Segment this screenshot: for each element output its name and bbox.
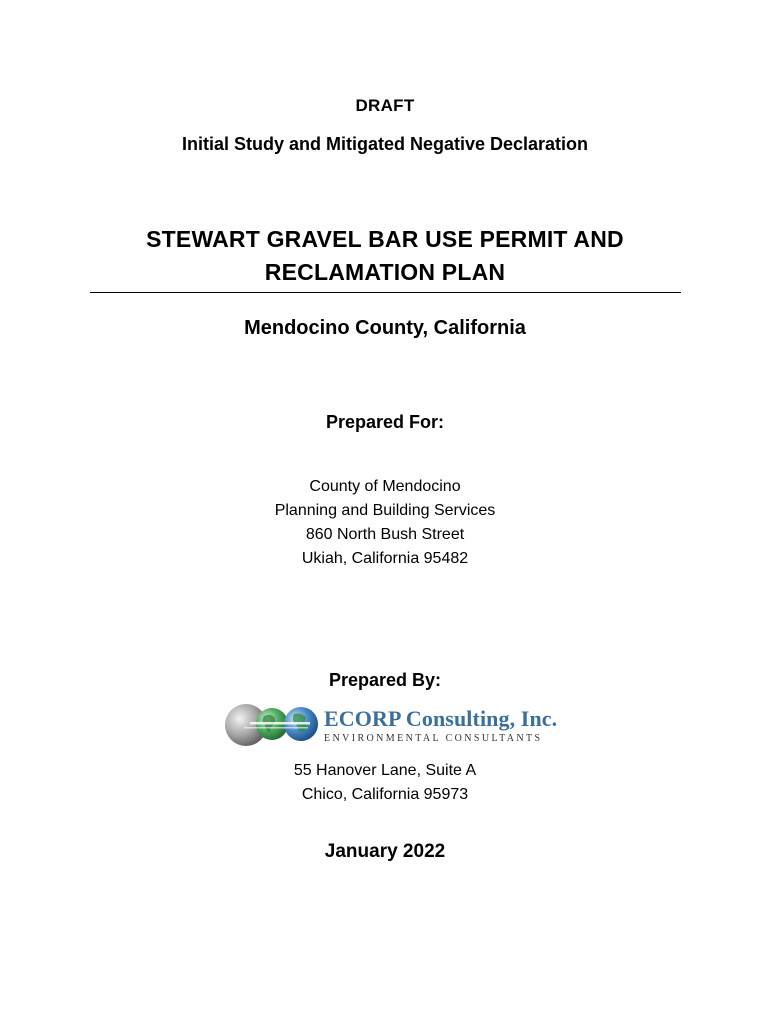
prepared-by-line: 55 Hanover Lane, Suite A bbox=[293, 762, 477, 779]
prepared-by-heading: Prepared By: bbox=[328, 670, 442, 690]
county-state: Mendocino County, California bbox=[244, 317, 526, 339]
prepared-for-line: 860 North Bush Street bbox=[305, 526, 465, 543]
title-divider bbox=[90, 292, 681, 293]
title-line-2: RECLAMATION PLAN bbox=[264, 259, 506, 285]
draft-label: DRAFT bbox=[355, 96, 415, 115]
ecorp-logo bbox=[224, 700, 558, 750]
document-title bbox=[0, 223, 770, 289]
prepared-by-address bbox=[0, 759, 770, 807]
ecorp-globes-icon bbox=[224, 700, 324, 750]
prepared-by-line: Chico, California 95973 bbox=[301, 786, 469, 803]
document-subtitle: Initial Study and Mitigated Negative Declaration bbox=[181, 134, 589, 154]
logo-company-name: ECORP Consulting, Inc. bbox=[324, 706, 558, 731]
document-date: January 2022 bbox=[324, 841, 446, 862]
title-line-1: STEWART GRAVEL BAR USE PERMIT AND bbox=[146, 226, 624, 252]
prepared-for-address bbox=[0, 475, 770, 571]
prepared-for-heading: Prepared For: bbox=[325, 412, 445, 432]
prepared-for-line: Planning and Building Services bbox=[274, 502, 496, 519]
prepared-for-line: Ukiah, California 95482 bbox=[301, 550, 469, 567]
logo-tagline: ENVIRONMENTAL CONSULTANTS bbox=[324, 733, 543, 744]
prepared-for-line: County of Mendocino bbox=[309, 478, 461, 495]
